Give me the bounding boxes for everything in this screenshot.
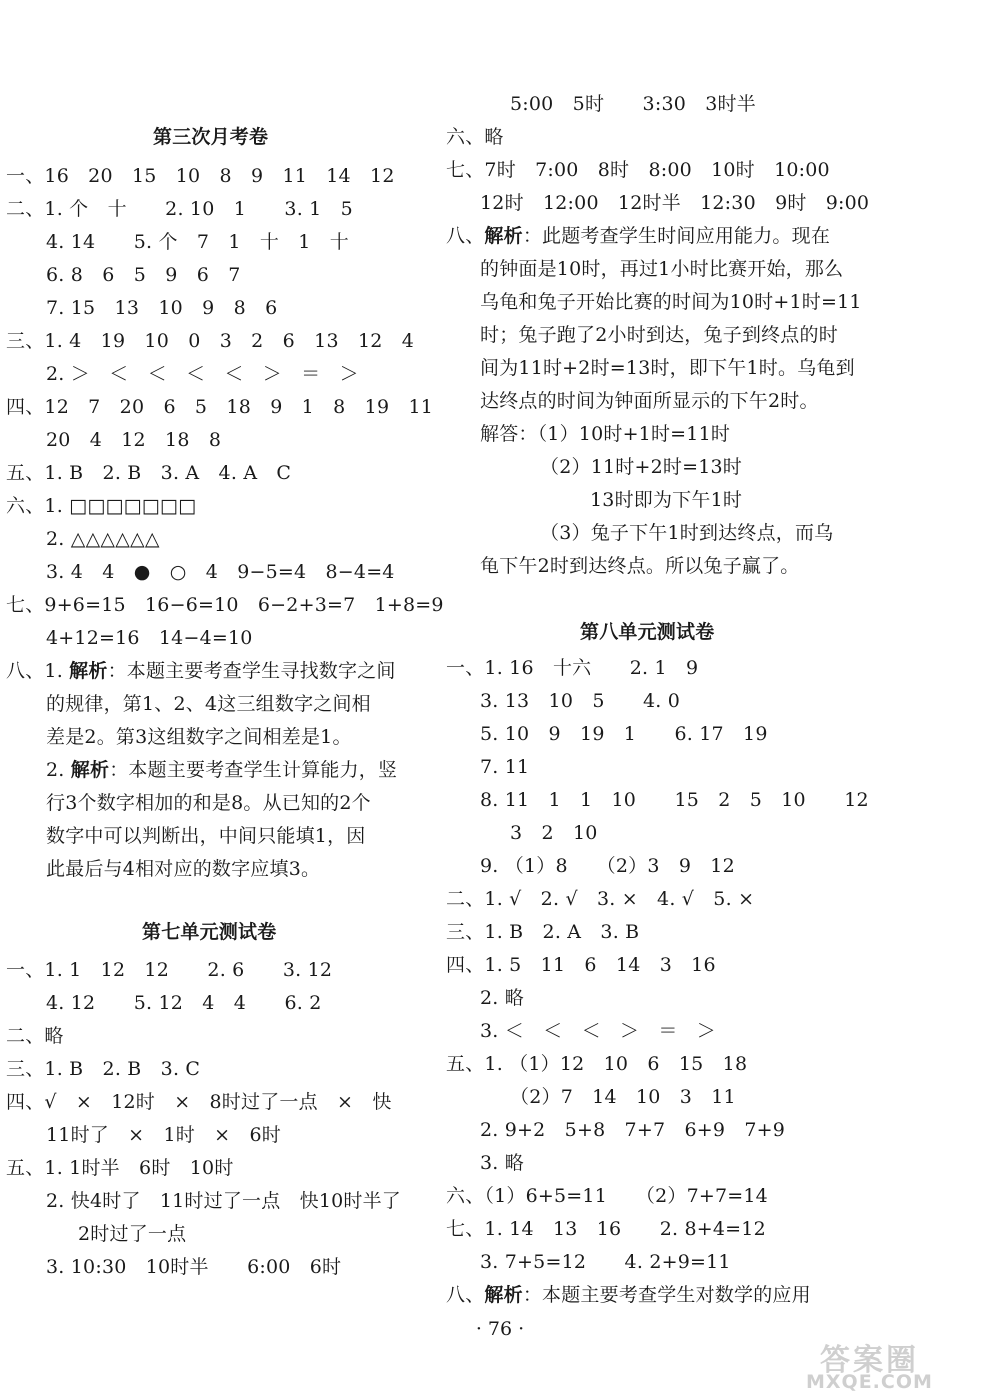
analysis-prefix: 2. bbox=[46, 759, 71, 781]
analysis-line: 数字中可以判断出，中间只能填1，因 bbox=[46, 825, 366, 847]
answer-line: 4+12=16 14−4=10 bbox=[46, 627, 253, 649]
watermark-logo: 答案圈 bbox=[820, 1343, 919, 1378]
answer-line: 二、1. 个 十 2. 10 1 3. 1 5 bbox=[6, 198, 353, 220]
answer-line: 2时过了一点 bbox=[78, 1223, 187, 1245]
watermark bbox=[800, 1335, 990, 1395]
answer-line: 3. 10:30 10时半 6:00 6时 bbox=[46, 1256, 342, 1278]
answer-line: 五、1. B 2. B 3. A 4. A C bbox=[6, 462, 292, 484]
analysis-text: ：本题主要考查学生对数学的应用 bbox=[522, 1284, 811, 1306]
solution-line: （2）11时+2时=13时 bbox=[540, 456, 742, 478]
watermark-url: MXQE.COM bbox=[806, 1371, 933, 1393]
analysis-line: 的规律，第1、2、4这三组数字之间相 bbox=[46, 693, 371, 715]
answer-line: 2. 略 bbox=[480, 987, 524, 1009]
analysis-prefix: 八、 bbox=[446, 1284, 485, 1306]
answer-line: 三、1. B 2. B 3. C bbox=[6, 1058, 201, 1080]
answer-line: 4. 12 5. 12 4 4 6. 2 bbox=[46, 992, 322, 1014]
answer-line: 五、1. 1时半 6时 10时 bbox=[6, 1157, 234, 1179]
answer-line: 6. 8 6 5 9 6 7 bbox=[46, 264, 241, 286]
answer-line: 四、12 7 20 6 5 18 9 1 8 19 11 bbox=[6, 396, 434, 418]
answer-line: 2. 9+2 5+8 7+7 6+9 7+9 bbox=[480, 1119, 786, 1141]
answer-line: 七、1. 14 13 16 2. 8+4=12 bbox=[446, 1218, 766, 1240]
answer-line: 三、1. B 2. A 3. B bbox=[446, 921, 640, 943]
answer-line: 5. 10 9 19 1 6. 17 19 bbox=[480, 723, 768, 745]
analysis-line: 达终点的时间为钟面所显示的下午2时。 bbox=[480, 390, 819, 412]
answer-line: 六、略 bbox=[446, 126, 504, 148]
analysis-line: 间为11时+2时=13时，即下午1时。乌龟到 bbox=[480, 357, 855, 379]
section-title-unit-seven: 第七单元测试卷 bbox=[142, 921, 277, 943]
answer-line: 一、1. 16 十六 2. 1 9 bbox=[446, 657, 699, 679]
solution-line: （3）兔子下午1时到达终点，而乌 bbox=[540, 522, 834, 544]
answer-line: 8. 11 1 1 10 15 2 5 10 12 bbox=[480, 789, 869, 811]
answer-line: 二、1. √ 2. √ 3. × 4. √ 5. × bbox=[446, 888, 755, 910]
analysis-keyword: 解析 bbox=[484, 1284, 523, 1306]
answer-line: 一、1. 1 12 12 2. 6 3. 12 bbox=[6, 959, 333, 981]
answer-line: 二、略 bbox=[6, 1025, 64, 1047]
answer-line: 12时 12:00 12时半 12:30 9时 9:00 bbox=[480, 192, 870, 214]
answer-line: 五、1. （1）12 10 6 15 18 bbox=[446, 1053, 748, 1075]
analysis-line: 差是2。第3这组数字之间相差是1。 bbox=[46, 726, 352, 748]
section-title-unit-eight: 第八单元测试卷 bbox=[580, 621, 715, 643]
answer-line: 四、√ × 12时 × 8时过了一点 × 快 bbox=[6, 1091, 392, 1113]
answer-line: 3. ＜ ＜ ＜ ＞ ＝ ＞ bbox=[480, 1020, 716, 1042]
analysis-prefix: 八、 bbox=[446, 225, 485, 247]
analysis-line bbox=[6, 655, 396, 687]
analysis-keyword: 解析 bbox=[484, 225, 523, 247]
answer-line: 3. 4 4 ● ○ 4 9−5=4 8−4=4 bbox=[46, 561, 395, 583]
answer-line: 9. （1）8 （2）3 9 12 bbox=[480, 855, 735, 877]
analysis-line: 的钟面是10时，再过1小时比赛开始，那么 bbox=[480, 258, 844, 280]
answer-line: 3. 略 bbox=[480, 1152, 524, 1174]
analysis-line: 乌龟和兔子开始比赛的时间为10时+1时=11 bbox=[480, 291, 862, 313]
analysis-line bbox=[446, 1279, 811, 1311]
analysis-text: ：本题主要考查学生计算能力，竖 bbox=[109, 759, 398, 781]
analysis-line: 此最后与4相对应的数字应填3。 bbox=[46, 858, 321, 880]
analysis-text: ：本题主要考查学生寻找数字之间 bbox=[107, 660, 396, 682]
answer-line: 3 2 10 bbox=[510, 822, 598, 844]
analysis-line bbox=[46, 754, 397, 786]
analysis-prefix: 八、1. bbox=[6, 660, 70, 682]
answer-line: 3. 7+5=12 4. 2+9=11 bbox=[480, 1251, 731, 1273]
answer-line: 2. ＞ ＜ ＜ ＜ ＜ ＞ ＝ ＞ bbox=[46, 363, 359, 385]
answer-line: 7. 11 bbox=[480, 756, 530, 778]
answer-line: （2）7 14 10 3 11 bbox=[510, 1086, 736, 1108]
solution-line: 13时即为下午1时 bbox=[590, 489, 743, 511]
answer-line: 20 4 12 18 8 bbox=[46, 429, 222, 451]
answer-line: 5:00 5时 3:30 3时半 bbox=[510, 93, 756, 115]
analysis-line: 行3个数字相加的和是8。从已知的2个 bbox=[46, 792, 371, 814]
answer-line: 七、7时 7:00 8时 8:00 10时 10:00 bbox=[446, 159, 830, 181]
answer-line: 3. 13 10 5 4. 0 bbox=[480, 690, 681, 712]
answer-line: 一、16 20 15 10 8 9 11 14 12 bbox=[6, 165, 395, 187]
solution-line: 解答：（1）10时+1时=11时 bbox=[480, 423, 731, 445]
answer-line: 六、（1）6+5=11 （2）7+7=14 bbox=[446, 1185, 768, 1207]
page-number: · 76 · bbox=[475, 1318, 525, 1340]
analysis-text: ：此题考查学生时间应用能力。现在 bbox=[522, 225, 831, 247]
answer-line: 六、1. □□□□□□□ bbox=[6, 495, 197, 517]
solution-line: 龟下午2时到达终点。所以兔子赢了。 bbox=[480, 555, 800, 577]
answer-line: 4. 14 5. 个 7 1 十 1 十 bbox=[46, 231, 349, 253]
answer-line: 七、9+6=15 16−6=10 6−2+3=7 1+8=9 bbox=[6, 594, 444, 616]
analysis-keyword: 解析 bbox=[70, 759, 110, 781]
analysis-line: 时；兔子跑了2小时到达，兔子到终点的时 bbox=[480, 324, 838, 346]
analysis-keyword: 解析 bbox=[69, 660, 108, 682]
section-title-third-monthly-exam: 第三次月考卷 bbox=[153, 126, 269, 148]
answer-line: 2. △△△△△△ bbox=[46, 528, 160, 550]
answer-line: 三、1. 4 19 10 0 3 2 6 13 12 4 bbox=[6, 330, 415, 352]
answer-line: 四、1. 5 11 6 14 3 16 bbox=[446, 954, 716, 976]
answer-line: 7. 15 13 10 9 8 6 bbox=[46, 297, 278, 319]
answer-line: 2. 快4时了 11时过了一点 快10时半了 bbox=[46, 1190, 402, 1212]
answer-line: 11时了 × 1时 × 6时 bbox=[46, 1124, 281, 1146]
analysis-line bbox=[446, 220, 830, 252]
